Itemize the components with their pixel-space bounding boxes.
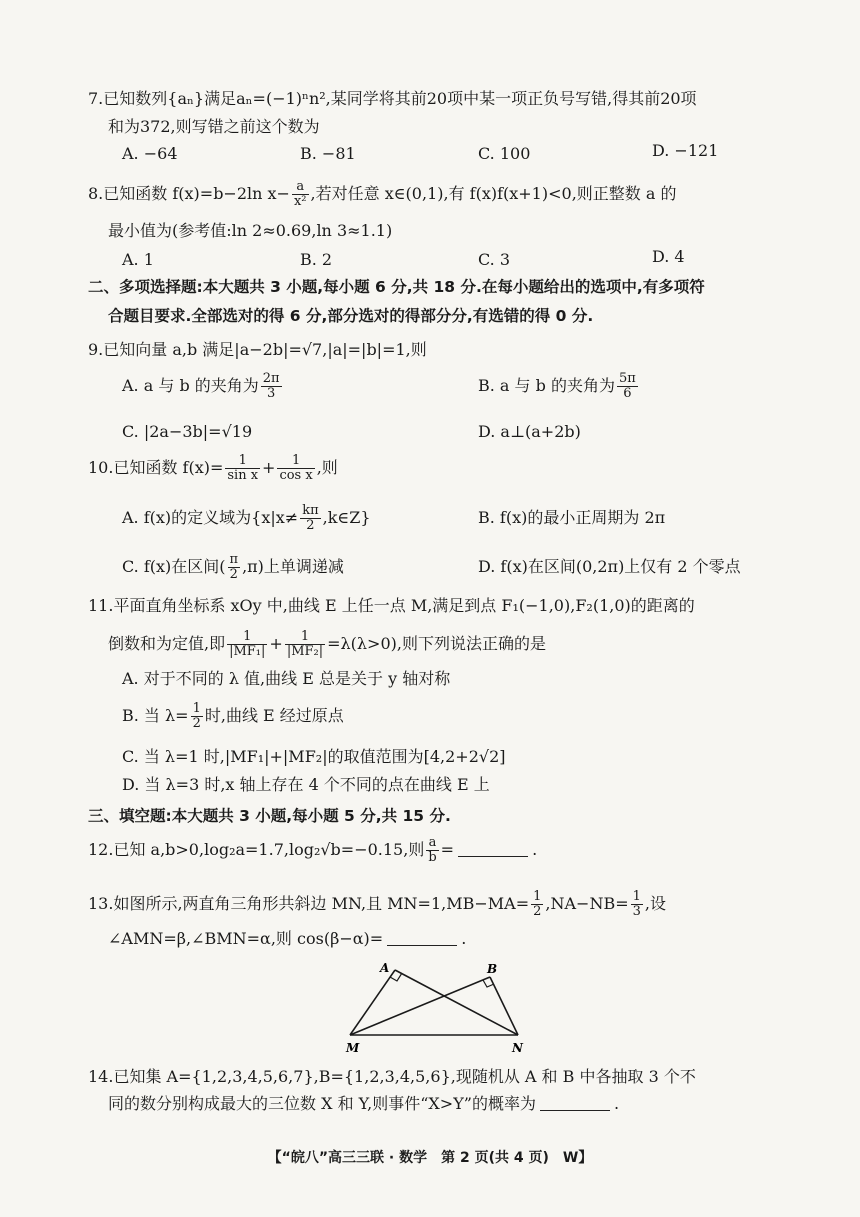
- q7-option-b: B. −81: [300, 144, 356, 163]
- label-m: M: [346, 1041, 360, 1055]
- q12-num: a: [426, 836, 438, 851]
- q10-plus: +: [262, 458, 276, 477]
- q7-option-d: D. −121: [652, 141, 719, 160]
- q11-line2: [108, 630, 546, 659]
- q10-option-d: D. f(x)在区间(0,2π)上仅有 2 个零点: [478, 557, 741, 576]
- q11-option-c: C. 当 λ=1 时,|MF₁|+|MF₂|的取值范围为[4,2+2√2]: [122, 747, 506, 766]
- q10-stem: [88, 454, 338, 483]
- q10-f2-num: 1: [277, 454, 314, 469]
- q10-a-text: A. f(x)的定义域为{x|x≠: [122, 508, 299, 527]
- q9-option-a: [122, 372, 284, 401]
- q11-option-b: [122, 702, 344, 731]
- q14-answer-blank[interactable]: [540, 1094, 610, 1111]
- q8-frac-den: x²: [293, 194, 307, 209]
- q8-text-b: ,若对任意 x∈(0,1),有 f(x)f(x+1)<0,则正整数 a 的: [310, 184, 677, 203]
- q10-option-c: [122, 553, 344, 582]
- q7-line1: 7.已知数列{aₙ}满足aₙ=(−1)ⁿn²,某同学将其前20项中某一项正负号写错,得其前20项: [88, 89, 697, 108]
- q11-b-fraction: [191, 702, 203, 731]
- q11-b-num: 1: [192, 701, 201, 716]
- q9-option-b: [478, 372, 640, 401]
- q11-frac1: [227, 630, 267, 659]
- label-a: A: [380, 961, 390, 975]
- q13-text-a: 13.如图所示,两直角三角形共斜边 MN,且 MN=1,MB−MA=: [88, 894, 530, 913]
- q13-line2: [108, 928, 466, 950]
- q12-answer-blank[interactable]: [458, 840, 528, 857]
- q13-f2-den: 3: [632, 904, 641, 919]
- q13-answer-blank[interactable]: [387, 929, 457, 946]
- q11-frac2: [285, 630, 325, 659]
- q12-den: b: [428, 850, 437, 865]
- q10-c-fraction: [228, 553, 241, 582]
- section3-line1: 三、填空题:本大题共 3 小题,每小题 5 分,共 15 分.: [88, 807, 451, 825]
- q10-frac1: [225, 454, 260, 483]
- q11-option-a: A. 对于不同的 λ 值,曲线 E 总是关于 y 轴对称: [122, 669, 451, 688]
- q10-a-text-end: ,k∈Z}: [322, 508, 371, 527]
- q11-plus: +: [269, 634, 283, 653]
- q8-text-a: 8.已知函数 f(x)=b−2ln x−: [88, 184, 290, 203]
- q10-c-num: π: [229, 552, 239, 567]
- q8-option-d: D. 4: [652, 247, 685, 266]
- q12-text-c: .: [532, 840, 538, 859]
- q12-line: [88, 836, 537, 865]
- q13-frac2: [631, 890, 643, 919]
- q8-line1: [88, 180, 677, 209]
- q10-frac2: [277, 454, 314, 483]
- q9-option-b-fraction: [617, 372, 638, 401]
- q10-stem-text: 10.已知函数 f(x)=: [88, 458, 224, 477]
- q9-option-a-text: A. a 与 b 的夹角为: [122, 376, 259, 395]
- q12-text-b: =: [440, 840, 455, 859]
- q12-fraction: [426, 836, 438, 865]
- q8-option-a: A. 1: [122, 250, 154, 269]
- q10-a-den: 2: [306, 518, 315, 533]
- q13-f2-num: 1: [632, 889, 641, 904]
- q13-text-d: ∠AMN=β,∠BMN=α,则 cos(β−α)=: [108, 929, 384, 948]
- q8-line2: 最小值为(参考值:ln 2≈0.69,ln 3≈1.1): [108, 221, 393, 240]
- q11-option-d: D. 当 λ=3 时,x 轴上存在 4 个不同的点在曲线 E 上: [122, 775, 490, 794]
- section2-line2: 合题目要求.全部选对的得 6 分,部分选对的得部分分,有选错的得 0 分.: [108, 307, 594, 325]
- q11-f2-den: |MF₂|: [286, 644, 324, 659]
- label-n: N: [512, 1041, 523, 1055]
- q11-line1: 11.平面直角坐标系 xOy 中,曲线 E 上任一点 M,满足到点 F₁(−1,0),F₂(1,0)的距离的: [88, 596, 695, 615]
- q11-f1-num: 1: [227, 630, 267, 645]
- q9-a-num: 2π: [262, 371, 280, 386]
- q13-f1-den: 2: [533, 904, 542, 919]
- q10-option-b: B. f(x)的最小正周期为 2π: [478, 508, 666, 527]
- q9-a-den: 3: [267, 386, 276, 401]
- q10-c-text-end: ,π)上单调递减: [242, 557, 344, 576]
- q9-option-b-text: B. a 与 b 的夹角为: [478, 376, 615, 395]
- q10-option-a: [122, 504, 371, 533]
- q11-f1-den: |MF₁|: [229, 644, 266, 659]
- q9-option-a-fraction: [261, 372, 282, 401]
- q10-f2-den: cos x: [279, 468, 313, 483]
- q14-line2: [108, 1093, 619, 1115]
- q13-text-c: ,设: [644, 894, 666, 913]
- q10-f1-num: 1: [225, 454, 260, 469]
- q9-option-d: D. a⊥(a+2b): [478, 422, 581, 441]
- q13-frac1: [531, 890, 543, 919]
- q10-c-text: C. f(x)在区间(: [122, 557, 226, 576]
- page-footer: 【“皖八”高三三联 · 数学 第 2 页(共 4 页) W】: [267, 1150, 593, 1166]
- label-b: B: [487, 962, 498, 976]
- q12-text-a: 12.已知 a,b>0,log₂a=1.7,log₂√b=−0.15,则: [88, 840, 425, 859]
- q10-a-num: kπ: [302, 503, 319, 518]
- q11-b-text-end: 时,曲线 E 经过原点: [204, 706, 344, 725]
- q9-stem: 9.已知向量 a,b 满足|a−2b|=√7,|a|=|b|=1,则: [88, 340, 427, 359]
- q14-line1: 14.已知集 A={1,2,3,4,5,6,7},B={1,2,3,4,5,6},现随机从 A 和 B 中各抽取 3 个不: [88, 1067, 696, 1086]
- q8-option-c: C. 3: [478, 250, 511, 269]
- segment-an: [395, 970, 518, 1035]
- q14-text-a: 同的数分别构成最大的三位数 X 和 Y,则事件“X>Y”的概率为: [108, 1094, 536, 1113]
- q10-a-fraction: [300, 504, 320, 533]
- segment-bn: [490, 977, 518, 1035]
- q13-triangle-figure: [340, 960, 530, 1055]
- q10-f1-den: sin x: [227, 468, 259, 483]
- q7-line2: 和为372,则写错之前这个数为: [108, 117, 320, 136]
- q7-option-c: C. 100: [478, 144, 531, 163]
- q8-option-b: B. 2: [300, 250, 333, 269]
- q13-text-b: ,NA−NB=: [545, 894, 629, 913]
- q13-line1: [88, 890, 666, 919]
- q8-fraction: [292, 180, 309, 209]
- q9-b-den: 6: [623, 386, 632, 401]
- q13-f1-num: 1: [533, 889, 542, 904]
- q9-b-num: 5π: [618, 371, 636, 386]
- q11-b-den: 2: [192, 716, 201, 731]
- q8-frac-num: a: [292, 180, 309, 195]
- section2-line1: 二、多项选择题:本大题共 3 小题,每小题 6 分,共 18 分.在每小题给出的选项中,有多项符: [88, 278, 705, 296]
- q7-option-a: A. −64: [122, 144, 178, 163]
- q11-f2-num: 1: [285, 630, 325, 645]
- q11-b-text: B. 当 λ=: [122, 706, 189, 725]
- q14-text-b: .: [613, 1094, 620, 1113]
- q11-text-b: =λ(λ>0),则下列说法正确的是: [327, 634, 546, 653]
- q10-c-den: 2: [229, 567, 238, 582]
- q13-text-e: .: [461, 929, 467, 948]
- q10-stem-end: ,则: [316, 458, 338, 477]
- q11-text-a: 倒数和为定值,即: [108, 634, 226, 653]
- q9-option-c: C. |2a−3b|=√19: [122, 422, 253, 441]
